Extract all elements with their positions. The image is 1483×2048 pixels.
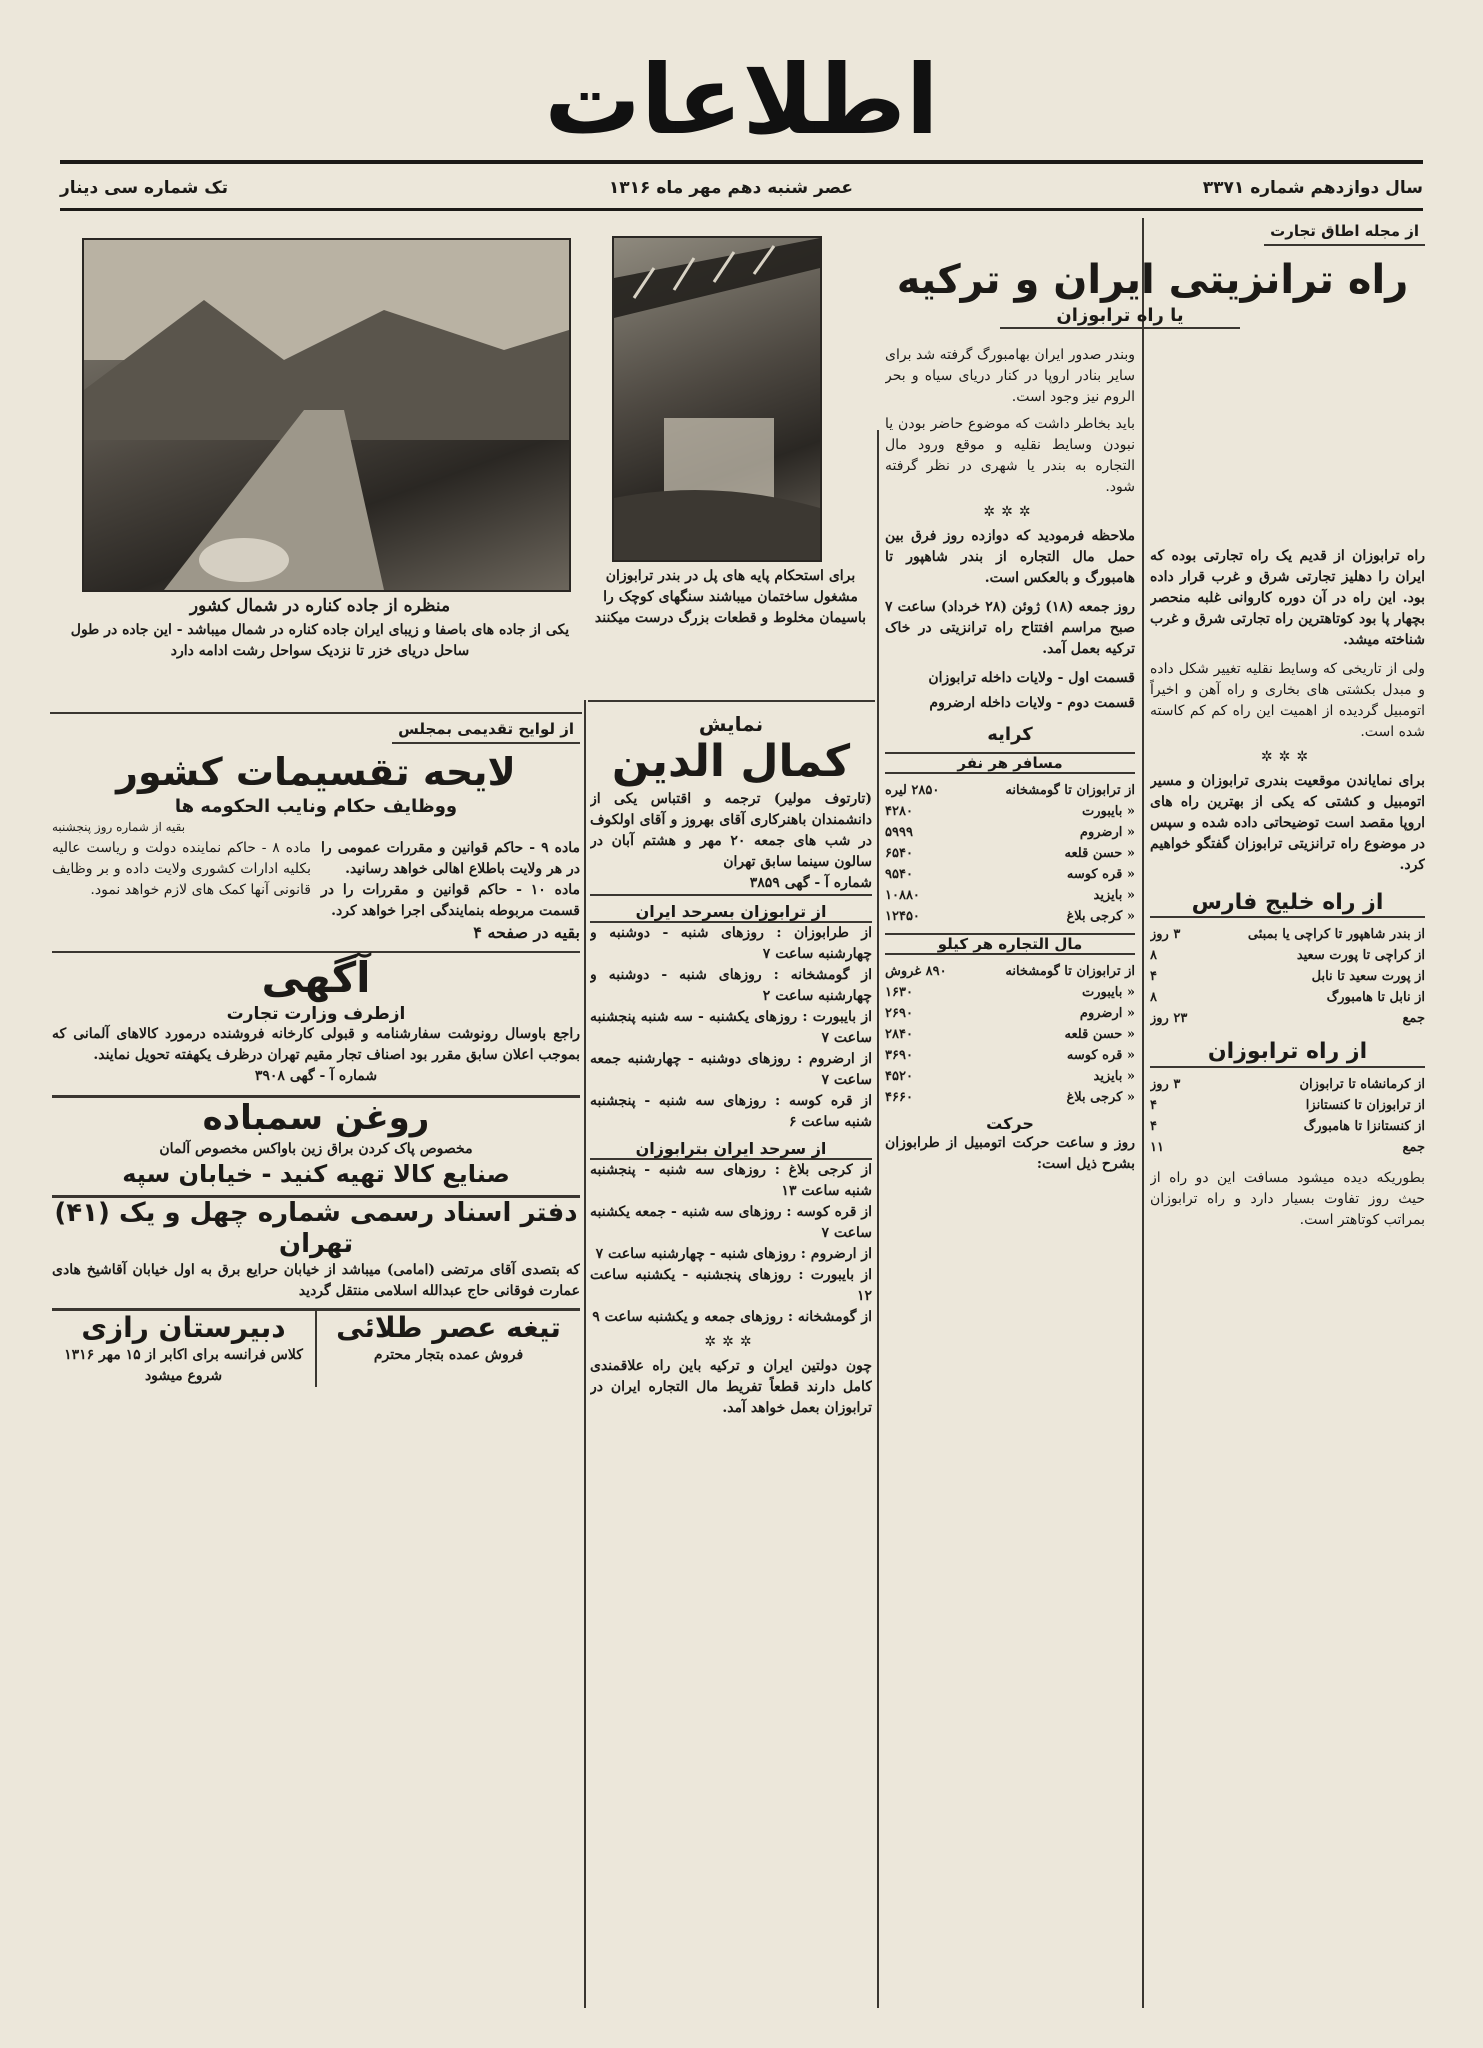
bill-headline: لایحه تقسیمات کشور <box>116 750 516 794</box>
dateline-rule <box>60 208 1423 211</box>
ad-body: که بتصدی آقای مرتضی (امامی) میباشد از خیابان حرایع برق به اول خیابان آقاشیخ هادی عمارت فوقانی حاج عبدالله اسلامی منتقل گردید <box>52 1261 580 1299</box>
agahi-body: راجع باوسال رونوشت سفارشنامه و قبولی کارخانه فروشنده درمورد کالاهای آلمانی که بموجب اعلان سابق مقرر بود اصناف تجار مقیم تهران درظرف یکهفته تحویل نمایند. <box>52 1025 580 1063</box>
table-row: « قره کوسه ۹۵۴۰ <box>885 866 1135 882</box>
section-kicker: از لوایح تقدیمی بمجلس <box>392 716 580 744</box>
section-kicker: از مجله اطاق تجارت <box>1264 218 1425 246</box>
trabzon-route-title: از راه ترابوزان <box>1150 1039 1425 1067</box>
ad-notary <box>52 1195 580 1302</box>
schedule-line: از کرجی بلاغ : روزهای سه شنبه - پنجشنبه شنبه ساعت ۱۳ <box>590 1162 872 1200</box>
road-photo-title: منظره از جاده کناره در شمال کشور <box>189 596 451 616</box>
continued-note: بقیه در صفحه ۴ <box>473 923 580 943</box>
article-body: ملاحظه فرمودید که دوازده روز فرق بین حمل مال التجاره از بندر شاهپور تا هامبورگ و بالعکس است. <box>885 528 1135 586</box>
schedule-line: از گومشخانه : روزهای شنبه - دوشنبه و چهارشنبه ساعت ۲ <box>590 966 872 1004</box>
table-row: از ترابوزان تا گومشخانه ۲۸۵۰ لیره <box>885 782 1135 798</box>
freight-table-title: مال التجاره هر کیلو <box>885 933 1135 955</box>
schedule-line: از طرابوزان : روزهای شنبه - دوشنبه و چهارشنبه ساعت ۷ <box>590 924 872 962</box>
column-divider <box>877 430 879 2008</box>
table-row: « قره کوسه ۳۶۹۰ <box>885 1047 1135 1063</box>
issue-number: سال دوازدهم شماره ۳۳۷۱ <box>1202 178 1423 198</box>
dateline <box>60 172 1423 206</box>
fare-table-title: مسافر هر نفر <box>885 752 1135 774</box>
schedule-line: از ارضروم : روزهای دوشنبه - چهارشنبه جمعه ساعت ۷ <box>590 1050 872 1088</box>
section-separator: ✲✲✲ <box>1260 749 1315 765</box>
main-headline: راه ترانزیتی ایران و ترکیه <box>896 257 1409 303</box>
table-row: « کرجی بلاغ ۱۲۴۵۰ <box>885 908 1135 924</box>
section-heading: قسمت اول - ولایات داخله ترابوزان <box>928 670 1135 686</box>
article-body: روز و ساعت حرکت اتومبیل از طرابوزان بشرح ذیل است: <box>885 1134 1135 1172</box>
show-title: کمال الدین <box>611 736 851 787</box>
table-row: از پورت سعید تا نابل ۴ <box>1150 969 1425 985</box>
section-separator: ✲✲✲ <box>704 1334 758 1351</box>
schedule-line: از بایبورت : روزهای پنجشنبه - یکشنبه ساعت ۱۲ <box>590 1267 872 1305</box>
article-body: بطوریکه دیده میشود مسافت این دو راه از حیث روز تفاوت بسیار دارد و راه ترابوزان بمراتب کوتاهتر است. <box>1150 1169 1425 1228</box>
ad-razor <box>315 1311 580 1387</box>
table-row: « ارضروم ۲۶۹۰ <box>885 1005 1135 1021</box>
bottom-ads <box>52 1308 580 1387</box>
gulf-route-title: از راه خلیج فارس <box>1150 890 1425 918</box>
bridge-illustration <box>614 238 820 560</box>
schedule-line: از قره کوسه : روزهای سه شنبه - جمعه یکشنبه ساعت ۷ <box>590 1204 872 1242</box>
masthead-rule <box>60 160 1423 164</box>
ad-body: مخصوص پاک کردن براق زین باواکس مخصوص آلمان <box>159 1140 473 1157</box>
section-heading: قسمت دوم - ولایات داخله ارضروم <box>929 695 1135 711</box>
table-row: « بایزید ۴۵۲۰ <box>885 1068 1135 1084</box>
road-illustration <box>84 240 569 590</box>
table-row: « بایزید ۱۰۸۸۰ <box>885 887 1135 903</box>
ad-body: کلاس فرانسه برای اکابر از ۱۵ مهر ۱۳۱۶ شروع میشود <box>64 1346 303 1384</box>
ad-title: دبیرستان رازی <box>81 1310 286 1344</box>
show-kicker: نمایش <box>698 712 764 736</box>
article-body: راه ترابوزان از قدیم یک راه تجارتی بوده که ایران را دهلیز تجارتی شرق و غرب قرار داده بود. این راه در آن دوره کاروانی غلبه منحصر بچهار پا بود کوتاهترین راه تجارتی شرق و غرب شناخته میشد. <box>1150 548 1425 648</box>
fare-table <box>885 780 1135 927</box>
article-body: ماده ۹ - حاکم قوانین و مقررات عمومی را در هر ولایت باطلاع اهالی خواهد رسانید. <box>321 840 580 878</box>
main-subhead: یا راه ترابوزان <box>1000 305 1240 329</box>
schedule-title: از سرحد ایران بترابوزان <box>590 1139 872 1160</box>
table-row: از بندر شاهپور تا کراچی یا بمبئی ۳ روز <box>1150 927 1425 943</box>
schedule-line: از بایبورت : روزهای یکشنبه - سه شنبه پنجشنبه ساعت ۷ <box>590 1008 872 1046</box>
ad-title: دفتر اسناد رسمی شماره چهل و یک (۴۱) تهران <box>54 1197 578 1259</box>
section-rule <box>588 700 875 702</box>
ad-number: شماره آ - گهی ۳۸۵۹ <box>590 873 872 896</box>
gulf-route-table <box>1150 924 1425 1029</box>
bill-body <box>52 838 580 943</box>
column-1 <box>1150 218 1425 2008</box>
table-row: جمع ۲۳ روز <box>1150 1011 1425 1027</box>
article-body: چون دولتین ایران و ترکیه باین راه علاقمندی کامل دارند قطعاً تفریط مال التجاره ایران در ترابوزان بعمل خواهد آمد. <box>590 1358 872 1417</box>
article-body: ماده ۱۰ - حاکم قوانین و مقررات را در قسمت مربوطه بنمایندگی اجرا خواهد کرد. <box>321 882 580 920</box>
column-3 <box>590 712 872 2008</box>
article-body: باید بخاطر داشت که موضوع حاضر بودن یا نبودن وسایط نقلیه و موقع ورود مال التجاره به بندر یا شهری در نظر گرفته شود. <box>885 416 1135 495</box>
table-row: « حسن قلعه ۶۵۴۰ <box>885 845 1135 861</box>
ad-sandpaper-oil <box>52 1095 580 1189</box>
table-row: « بایبورت ۱۶۳۰ <box>885 984 1135 1000</box>
table-row: از کرمانشاه تا ترابوزان ۳ روز <box>1150 1076 1425 1092</box>
ad-body: فروش عمده بتجار محترم <box>373 1346 524 1363</box>
table-row: از نابل تا هامبورگ ۸ <box>1150 990 1425 1006</box>
freight-table <box>885 961 1135 1108</box>
column-2 <box>885 345 1135 2008</box>
schedule-line: از قره کوسه : روزهای سه شنبه - پنجشنبه شنبه ساعت ۶ <box>590 1092 872 1130</box>
table-row: « بایبورت ۴۲۸۰ <box>885 803 1135 819</box>
bill-subhead: ووظایف حکام ونایب الحکومه ها <box>174 795 458 817</box>
article-body: ولی از تاریخی که وسایط نقلیه تغییر شکل داده و مبدل بکشتی های بخاری و راه آهن و اخیراً اتومبیل گردیده از اهمیت این راه کم کم کاسته شده است. <box>1150 661 1425 740</box>
table-row: از ترابوزان تا کنستانزا ۴ <box>1150 1097 1425 1113</box>
ad-subtitle: صنایع کالا تهیه کنید - خیابان سپه <box>122 1159 510 1188</box>
section-rule <box>50 712 582 714</box>
table-row: از کراچی تا پورت سعید ۸ <box>1150 948 1425 964</box>
bridge-photo <box>612 236 822 562</box>
ad-school <box>52 1311 315 1387</box>
table-row: « حسن قلعه ۲۸۴۰ <box>885 1026 1135 1042</box>
schedule-line: از ارضروم : روزهای شنبه - چهارشنبه ساعت ۷ <box>595 1246 872 1263</box>
agahi-box <box>52 951 580 1087</box>
issue-date: عصر شنبه دهم مهر ماه ۱۳۱۶ <box>608 178 853 198</box>
agahi-title: آگهی <box>261 953 371 1003</box>
article-body: وبندر صدور ایران بهامبورگ گرفته شد برای سایر بنادر اروپا در کنار دریای سیاه و بحر الروم نیز وجود است. <box>885 347 1135 405</box>
trabzon-route-table <box>1150 1074 1425 1158</box>
masthead <box>60 40 1423 160</box>
column-divider <box>584 700 586 2008</box>
column-4 <box>52 716 580 2008</box>
section-separator: ✲✲✲ <box>983 504 1037 520</box>
article-body: برای نمایاندن موقعیت بندری ترابوزان و مسیر اتومبیل و کشتی که یکی از بهترین راه های اروپا مقصد است توضیحاتی داده شده و سپس در موضوع راه ترانزیتی ترابوزان گفتگو خواهیم کرد. <box>1150 773 1425 873</box>
departure-heading: حرکت <box>986 1113 1034 1133</box>
table-row: جمع ۱۱ <box>1150 1139 1425 1155</box>
fare-heading: کرایه <box>987 724 1033 745</box>
schedule-title: از ترابوزان بسرحد ایران <box>590 902 872 923</box>
ad-title: تیغه عصر طلائی <box>336 1310 561 1344</box>
ad-title: روغن سمباده <box>202 1097 430 1138</box>
agahi-subtitle: ازطرف وزارت تجارت <box>226 1003 406 1024</box>
table-row: از کنستانزا تا هامبورگ ۴ <box>1150 1118 1425 1134</box>
bridge-photo-caption: برای استحکام پایه های پل در بندر ترابوزان مشغول ساختمان میباشند سنگهای کوچک را باسیمان مخلوط و قطعات بزرگ درست میکنند <box>594 568 867 626</box>
show-body: (تارتوف مولیر) ترجمه و اقتباس یکی از دانشمندان باهنرکاری آقای بهروز و آقای اولکوف در شب های جمعه ۲۰ مهر و هشتم آبان در سالون سینما سابق تهران <box>590 790 872 870</box>
issue-price: تک شماره سی دینار <box>60 178 228 198</box>
continuation-note: بقیه از شماره روز پنجشنبه <box>52 820 186 835</box>
road-photo-caption: یکی از جاده های باصفا و زیبای ایران جاده کناره در شمال میباشد - این جاده در طول ساحل دریای خزر تا نزدیک سواحل رشت ادامه دارد <box>70 622 570 659</box>
article-body: ماده ۸ - حاکم نماینده دولت و ریاست عالیه بکلیه ادارات کشوری ولایت داده و بر وظایف قانونی آنها کمک های لازم خواهد نمود. <box>52 840 311 899</box>
article-body: روز جمعه (۱۸) ژوئن (۲۸ خرداد) ساعت ۷ صبح مراسم افتتاح راه ترانزیتی در خاک ترکیه بعمل آمد. <box>885 599 1135 657</box>
table-row: « کرجی بلاغ ۴۶۶۰ <box>885 1089 1135 1105</box>
road-photo <box>82 238 571 592</box>
ad-number: شماره آ - گهی ۳۹۰۸ <box>254 1067 378 1084</box>
schedule-line: از گومشخانه : روزهای جمعه و یکشنبه ساعت ۹ <box>592 1309 872 1326</box>
masthead-title: اطلاعات <box>544 44 939 156</box>
table-row: « ارضروم ۵۹۹۹ <box>885 824 1135 840</box>
column-divider <box>1142 218 1144 2008</box>
table-row: از ترابوزان تا گومشخانه ۸۹۰ غروش <box>885 963 1135 979</box>
